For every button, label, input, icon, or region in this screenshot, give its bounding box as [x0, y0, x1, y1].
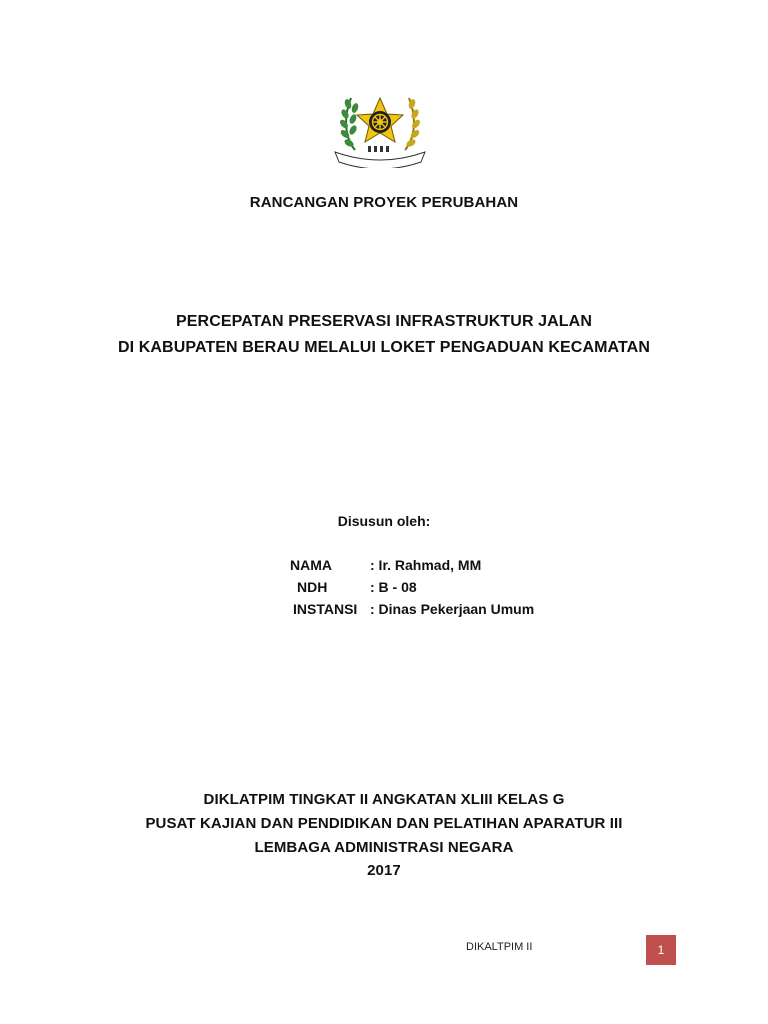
- info-label-nama: NAMA: [290, 557, 332, 573]
- emblem-icon: [331, 88, 429, 168]
- info-value-ndh: : B - 08: [370, 579, 417, 595]
- document-year: 2017: [367, 862, 401, 879]
- institution-line-3: LEMBAGA ADMINISTRASI NEGARA: [254, 839, 514, 856]
- author-ndh-row: [0, 579, 768, 599]
- info-label-ndh: NDH: [297, 579, 328, 595]
- info-value-instansi: : Dinas Pekerjaan Umum: [370, 601, 535, 617]
- title-line-2: DI KABUPATEN BERAU MELALUI LOKET PENGADUAN KECAMATAN: [118, 339, 650, 356]
- title-line-1: PERCEPATAN PRESERVASI INFRASTRUKTUR JALAN: [176, 313, 592, 330]
- info-label-instansi: INSTANSI: [293, 601, 358, 617]
- author-name-row: [0, 557, 768, 577]
- page-number-badge: 1: [646, 935, 676, 965]
- institution-line-2: PUSAT KAJIAN DAN PENDIDIKAN DAN PELATIHAN APARATUR III: [145, 815, 623, 832]
- document-type: RANCANGAN PROYEK PERUBAHAN: [249, 194, 519, 211]
- author-instansi-row: [0, 601, 768, 621]
- prepared-by-label: Disusun oleh:: [337, 513, 431, 529]
- institution-line-1: DIKLATPIM TINGKAT II ANGKATAN XLIII KELAS G: [203, 791, 565, 808]
- footer-label: DIKALTPIM II: [466, 941, 533, 953]
- info-value-nama: : Ir. Rahmad, MM: [370, 557, 482, 573]
